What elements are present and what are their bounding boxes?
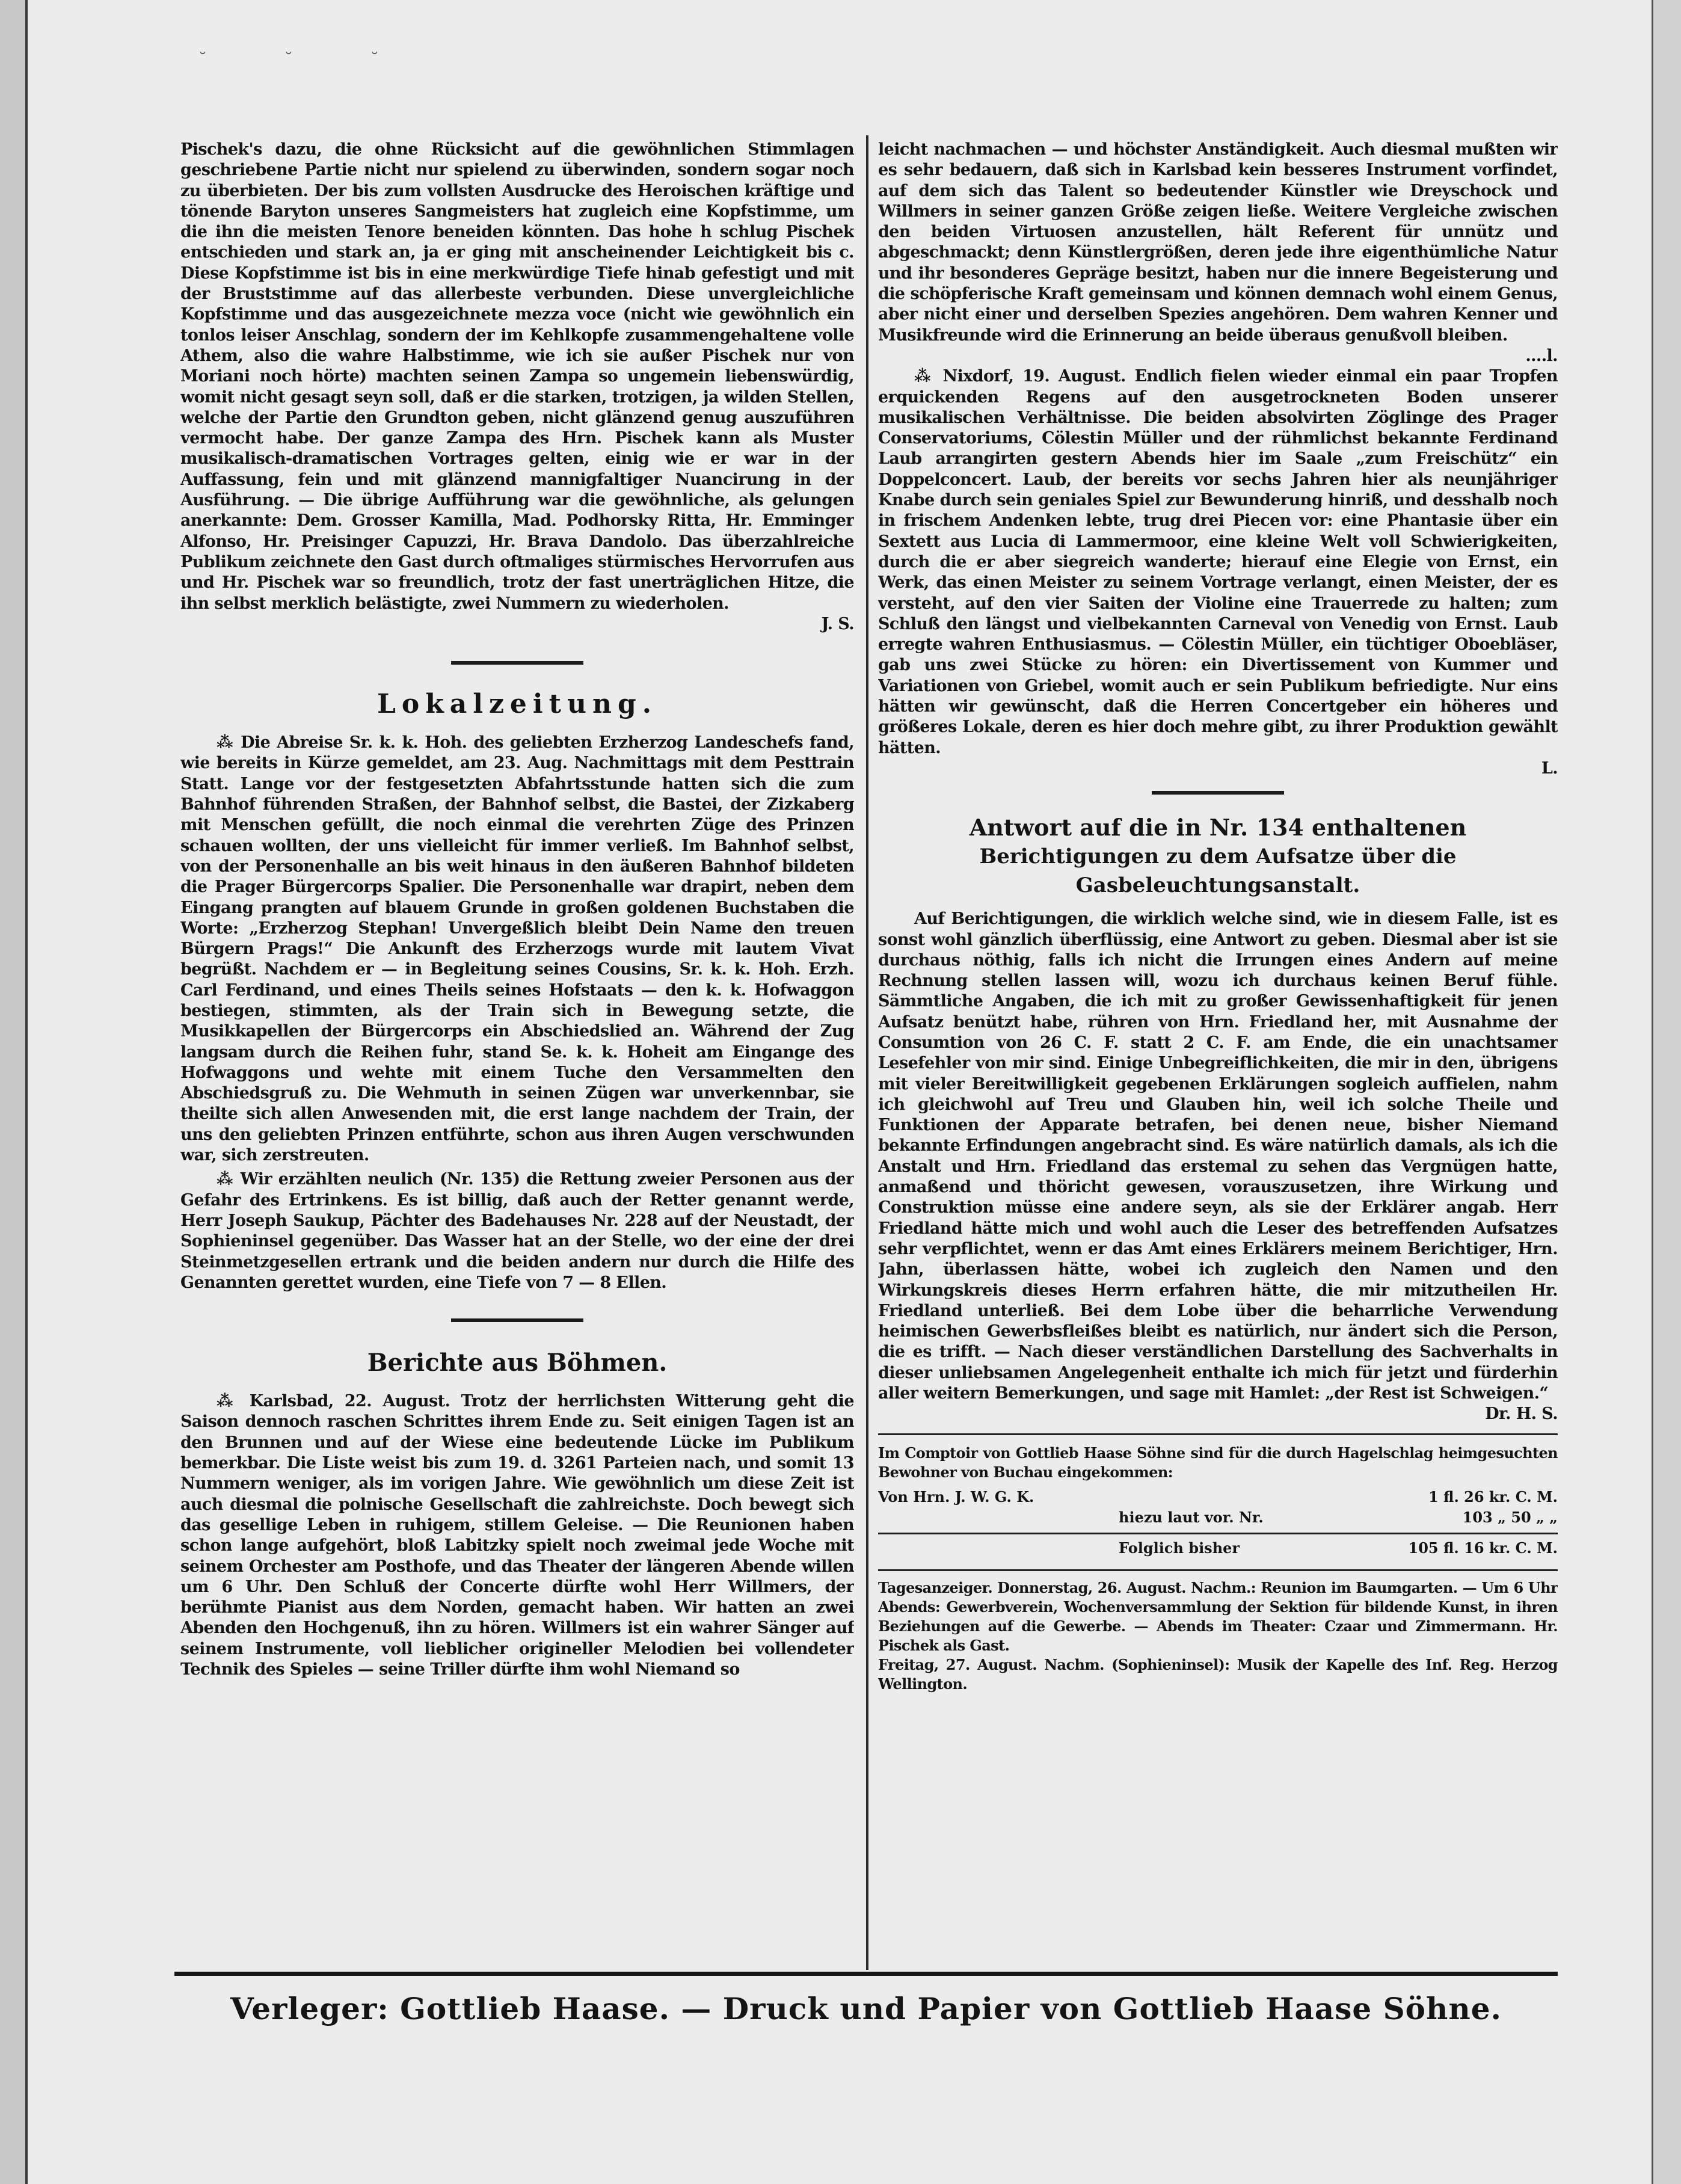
- left-column: [180, 140, 854, 1956]
- nixdorf-signature: L.: [1541, 758, 1558, 778]
- donation-label: Von Hrn. J. W. G. K.: [878, 1487, 1034, 1506]
- donation-amount: 103 „ 50 „ „: [1462, 1508, 1558, 1526]
- tagesanzeiger-friday: Freitag, 27. August. Nachm. (Sophieninsel): Musik der Kapelle des Inf. Reg. Herzog Wellington.: [878, 1655, 1558, 1693]
- donation-notice-text: Im Comptoir von Gottlieb Haase Söhne sind für die durch Hagelschlag heimgesuchten Bewohner von Buchau eingekommen:: [878, 1444, 1558, 1481]
- antwort-heading-line1: Antwort auf die in Nr. 134 enthaltenen: [969, 814, 1467, 841]
- lokalzeitung-heading: Lokalzeitung.: [376, 689, 658, 720]
- donation-label: Folglich bisher: [1119, 1539, 1240, 1557]
- footer-rule: [174, 1972, 1558, 1976]
- theater-review-paragraph: Pischek's dazu, die ohne Rücksicht auf die gewöhnlichen Stimmlagen geschriebene Partie nicht nur spielend zu überwinden, sondern sogar noch zu überbieten. Der bis zum vollsten Ausdrucke des Heroischen kräftige und tönende Baryton unseres Sangmeisters hat zugleich eine Kopfstimme, um die ihn die meisten Tenore beneiden könnten. Das hohe h schlug Pischek entschieden und stark an, ja er ging mit anscheinender Leichtigkeit bis c. Diese Kopfstimme ist bis in eine merkwürdige Tiefe hinab gefestigt und mit der Bruststimme auf das allerbeste verbunden. Diese unvergleichliche Kopfstimme und das ausgezeichnete mezza voce (nicht wie gewöhnlich ein tonlos leiser Anschlag, sondern der im Kehlkopfe zusammengehaltene volle Athem, also die wahre Halbstimme, wie ich sie außer Pischek nur von Moriani noch hörte) machten seinen Zampa so ungemein liebenswürdig, womit nicht gesagt seyn soll, daß er die starken, trotzigen, ja wilden Stellen, welche der Partie den Grundton geben, nicht glänzend genug auszuführen vermocht habe. Der ganze Zampa des Hrn. Pischek kann als Muster musikalisch-dramatischen Vortrages gelten, einig wie er war in der Auffassung, fein und mit glänzend mannigfaltiger Nuancirung in der Ausführung. — Die übrige Aufführung war die gewöhnliche, als gelungen anerkannte: Dem. Grosser Kamilla, Mad. Podhorsky Ritta, Hr. Emminger Alfonso, Hr. Preisinger Capuzzi, Hr. Brava Dandolo. Das überzahlreiche Publikum zeichnete den Gast durch oftmaliges stürmisches Hervorrufen aus und Hr. Pischek war so freundlich, trotz der fast unerträglichen Hitze, die ihn selbst merklich belästigte, zwei Nummern zu wiederholen.: [180, 140, 854, 613]
- review-signature: J. S.: [821, 614, 854, 633]
- donation-row: [878, 1487, 1558, 1507]
- antwort-article: Auf Berichtigungen, die wirklich welche sind, wie in diesem Falle, ist es sonst wohl gänzlich überflüssig, eine Antwort zu geben. Diesmal aber ist sie durchaus nöthig, falls ich nicht die Irrungen eines Andern auf meine Rechnung stellen lassen will, wozu ich durchaus keinen Beruf fühle. Sämmtliche Angaben, die ich mit zu großer Gewissenhaftigkeit für jenen Aufsatz benützt habe, rühren von Hrn. Friedland her, mit Ausnahme der Consumtion von 26 C. F. statt 2 C. F. am Ende, die ein unachtsamer Lesefehler von mir sind. Einige Unbegreiflichkeiten, die mir in den, übrigens mit vieler Bereitwilligkeit gegebenen Erklärungen sogleich auffielen, nahm ich gleichwohl auf Treu und Glauben hin, weil ich solche Theile und Funktionen der Apparate betrafen, bei denen neue, bisher Niemand bekannte Erfindungen angebracht sind. Es wäre natürlich damals, als ich die Anstalt und Hrn. Friedland das erstemal zu sehen das Vergnügen hatte, anmaßend und thöricht gewesen, vorauszusetzen, ihre Wirkung und Construktion müsse eine andere seyn, als sie der Erklärer angab. Herr Friedland hätte mich und wohl auch die Leser des betreffenden Aufsatzes sehr verpflichtet, wenn er das Amt eines Erklärers meinem Berichtiger, Hrn. Jahn, überlassen hätte, wobei ich zugleich den Namen und den Wirkungskreis dieses Herrn erfahren hätte, die mir mitzutheilen Hr. Friedland unterließ. Bei dem Lobe über die beharrliche Verwendung heimischen Gewerbsfleißes bleibt es natürlich, nur ändert sich die Person, die es trifft. — Nach dieser verständlichen Darstellung des Sachverhalts in dieser unliebsamen Angelegenheit enthalte ich mich für jetzt und fürderhin aller weitern Bemerkungen, und sage mit Hamlet: „der Rest ist Schweigen.“: [878, 909, 1558, 1403]
- lokal-article-rescue: ⁂ Wir erzählten neulich (Nr. 135) die Rettung zweier Personen aus der Gefahr des Ertrinkens. Es ist billig, daß auch der Retter genannt werde, Herr Joseph Saukup, Pächter des Badehauses Nr. 228 auf der Neustadt, der Sophieninsel gegenüber. Das Wasser hat an der Stelle, wo der eine der drei Steinmetzgesellen ertrank und die beiden andern nur durch die Hilfe des Genannten gerettet wurden, eine Tiefe von 7 — 8 Ellen.: [180, 1170, 854, 1292]
- donation-label: hiezu laut vor. Nr.: [1119, 1508, 1264, 1526]
- publisher-footer: Verleger: Gottlieb Haase. — Druck und Papier von Gottlieb Haase Söhne.: [230, 1991, 1502, 2026]
- tagesanzeiger: [878, 1578, 1558, 1694]
- donation-total-row: [878, 1533, 1558, 1558]
- boehmen-heading: Berichte aus Böhmen.: [367, 1349, 668, 1377]
- donation-amount: 1 fl. 26 kr. C. M.: [1428, 1487, 1558, 1506]
- column-divider: [866, 135, 868, 1970]
- lokal-article-departure: ⁂ Die Abreise Sr. k. k. Hoh. des geliebten Erzherzog Landeschefs fand, wie bereits in Kürze gemeldet, am 23. Aug. Nachmittags mit dem Pesttrain Statt. Lange vor der festgesetzten Abfahrtsstunde hatten sich die zum Bahnhof führenden Straßen, der Bahnhof selbst, die Bastei, der Zizkaberg mit Menschen gefüllt, die noch einmal die verehrten Züge des Prinzen schauen wollten, der uns vielleicht für immer verließ. Im Bahnhof selbst, von der Personenhalle an bis weit hinaus in den äußeren Bahnhof bildeten die Prager Bürgercorps Spalier. Die Personenhalle war drapirt, neben dem Eingang prangten auf blauem Grunde in großen goldenen Buchstaben die Worte: „Erzherzog Stephan! Unvergeßlich bleibt Dein Name den treuen Bürgern Prags!“ Die Ankunft des Erzherzogs wurde mit lautem Vivat begrüßt. Nachdem er — in Begleitung seines Cousins, Sr. k. k. Hoh. Erzh. Carl Ferdinand, und eines Theils seines Hofstaats — den k. k. Hofwaggon bestiegen, stimmten, als der Train sich in Bewegung setzte, die Musikkapellen der Bürgercorps ein Abschiedslied an. Während der Zug langsam durch die Reihen fuhr, stand Se. k. k. Hoheit am Eingange des Hofwaggons und wehte mit einem Tuche den Versammelten den Abschiedsgruß zu. Die Wehmuth in seinen Zügen war unverkennbar, sie theilte sich allen Anwesenden mit, die erst lange nachdem der Train, der uns den geliebten Prinzen entführte, schon aus ihren Augen verschwunden war, sich zerstreuten.: [180, 733, 854, 1165]
- antwort-heading: [878, 814, 1558, 899]
- nixdorf-report: ⁂ Nixdorf, 19. August. Endlich fielen wieder einmal ein paar Tropfen erquickenden Regens auf den ausgetrockneten Boden unserer musikalischen Verhältnisse. Die beiden absolvirten Zöglinge des Prager Conservatoriums, Cölestin Müller und der rühmlichst bekannte Ferdinand Laub arrangirten gestern Abends hier im Saale „zum Freischütz“ ein Doppelconcert. Laub, der bereits vor sechs Jahren hier als neunjähriger Knabe durch sein geniales Spiel zur Bewunderung hinriß, und desshalb noch in frischem Andenken lebte, trug drei Piecen vor: eine Phantasie über ein Sextett aus Lucia di Lammermoor, eine kleine Welt voll Schwierigkeiten, durch die er aber siegreich wanderte; hierauf eine Elegie von Ernst, ein Werk, das einen Meister zu seinem Vortrage verlangt, einen Meister, der es versteht, auf den vier Saiten der Violine eine Trauerrede zu halten; zum Schluß den längst und vielbekannten Carneval von Venedig von Ernst. Laub erregte wahren Enthusiasmus. — Cölestin Müller, ein tüchtiger Oboebläser, gab uns zwei Stücke zu hören: ein Divertissement von Kummer und Variationen von Griebel, womit auch er sein Publikum befriedigte. Nur eins hätten wir gewünscht, daß die Herren Concertgeber ein höheres und größeres Lokale, deren es hier doch mehre gibt, zu ihrer Produktion gewählt hätten.: [878, 367, 1558, 757]
- karlsbad-signature: ....l.: [1525, 346, 1558, 365]
- scan-right-edge: [1652, 0, 1681, 2184]
- antwort-heading-line2: Berichtigungen zu dem Aufsatze über die Gasbeleuchtungsanstalt.: [979, 844, 1457, 898]
- karlsbad-report: ⁂ Karlsbad, 22. August. Trotz der herrlichsten Witterung geht die Saison dennoch raschen Schrittes ihrem Ende zu. Seit einigen Tagen ist an den Brunnen und auf der Wiese eine bedeutende Lücke im Publikum bemerkbar. Die Liste weist bis zum 19. d. 3261 Parteien nach, und somit 13 Nummern weniger, als im vorigen Jahre. Wie gewöhnlich um diese Zeit ist auch diesmal die polnische Gesellschaft die zahlreichste. Doch bewegt sich das gesellige Leben in ruhigem, stillem Geleise. — Die Reunionen haben schon lange aufgehört, bloß Labitzky spielt noch zweimal jede Woche mit seinem Orchester am Posthofe, und das Theater der längeren Abende willen um 6 Uhr. Den Schluß der Concerte dürfte wohl Herr Willmers, der berühmte Pianist aus dem Norden, gemacht haben. Wir hatten an zwei Abenden den Hochgenuß, ihn zu hören. Willmers ist ein wahrer Sänger auf seinem Instrumente, voll lieblicher origineller Melodien bei vollendeter Technik des Spieles — seine Triller dürfte ihm wohl Niemand so: [180, 1392, 854, 1679]
- scan-binding-edge: [0, 0, 28, 2184]
- antwort-signature: Dr. H. S.: [1485, 1404, 1558, 1424]
- donation-amount: 105 fl. 16 kr. C. M.: [1408, 1539, 1558, 1557]
- scan-artifacts: ˘ ˘ ˘: [198, 49, 415, 69]
- donation-row: [878, 1507, 1558, 1528]
- karlsbad-report-continued: leicht nachmachen — und höchster Anständigkeit. Auch diesmal mußten wir es sehr bedauern, daß sich in Karlsbad kein besseres Instrument vorfindet, auf dem sich das Talent so bedeutender Künstler wie Dreyschock und Willmers in seiner ganzen Größe zeigen ließe. Weitere Vergleiche zwischen den beiden Virtuosen anzustellen, hält Referent für unnütz und abgeschmackt; denn Künstlergrößen, deren jede ihre eigenthümliche Natur und ihr besonderes Gepräge besitzt, haben nur die innere Begeisterung und die schöpferische Kraft gemeinsam und können demnach wohl einem Genus, aber nicht einer und derselben Spezies angehören. Dem wahren Kenner und Musikfreunde wird die Erinnerung an beide überaus genußvoll bleiben.: [878, 140, 1558, 345]
- tagesanzeiger-thursday: Tagesanzeiger. Donnerstag, 26. August. Nachm.: Reunion im Baumgarten. — Um 6 Uhr Abends: Gewerbverein, Wochenversammlung der Sektion für bildende Kunst, in ihren Beziehungen auf die Gewerbe. — Abends im Theater: Czaar und Zimmermann. Hr. Pischek als Gast.: [878, 1578, 1558, 1654]
- right-column: [878, 140, 1558, 1956]
- donation-notice: [878, 1444, 1558, 1558]
